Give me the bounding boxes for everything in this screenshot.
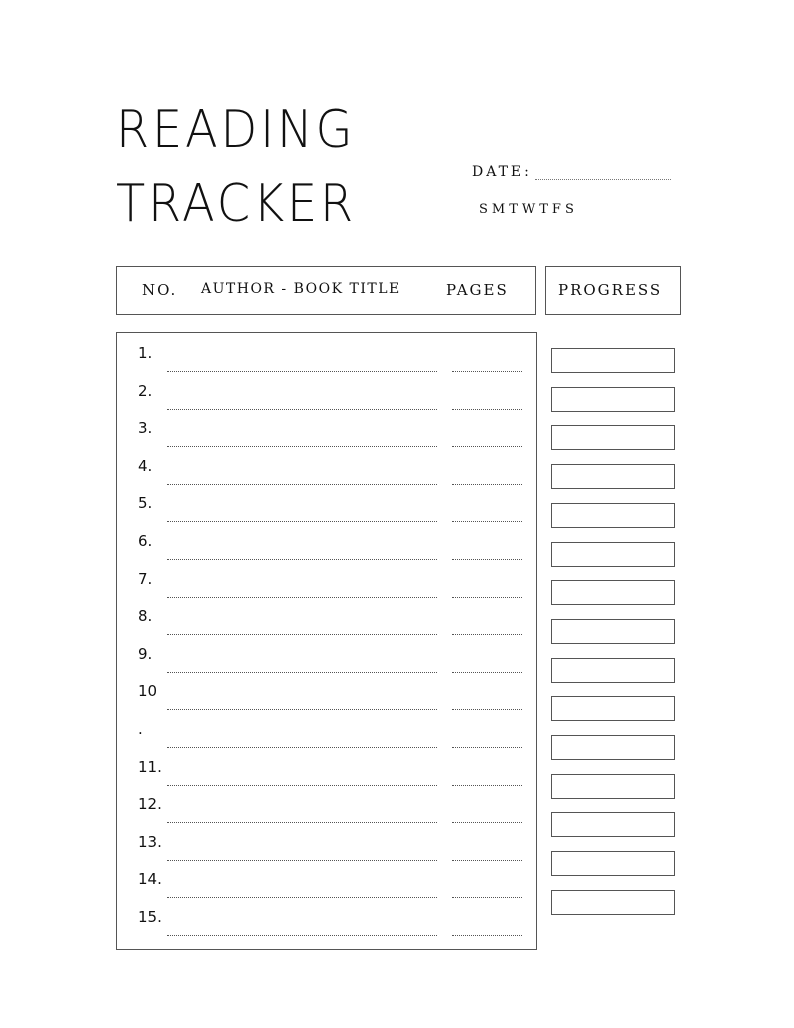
row-number: 12. bbox=[138, 795, 162, 814]
author-title-line[interactable] bbox=[167, 709, 437, 710]
pages-line[interactable] bbox=[452, 409, 522, 410]
progress-cell[interactable] bbox=[551, 658, 675, 683]
author-title-line[interactable] bbox=[167, 597, 437, 598]
row-number: 8. bbox=[138, 607, 153, 626]
author-title-line[interactable] bbox=[167, 860, 437, 861]
pages-line[interactable] bbox=[452, 785, 522, 786]
weekday-letters: SMTWTFS bbox=[479, 202, 578, 217]
reading-list-box bbox=[116, 332, 537, 950]
progress-cell[interactable] bbox=[551, 503, 675, 528]
progress-cell[interactable] bbox=[551, 812, 675, 837]
progress-cell[interactable] bbox=[551, 735, 675, 760]
pages-line[interactable] bbox=[452, 822, 522, 823]
row-number: 15. bbox=[138, 908, 162, 926]
pages-line[interactable] bbox=[452, 709, 522, 710]
author-title-line[interactable] bbox=[167, 371, 437, 372]
progress-cell[interactable] bbox=[551, 425, 675, 450]
row-number: 10 bbox=[138, 682, 158, 701]
row-number: 13. bbox=[138, 832, 162, 851]
header-author-book-title: AUTHOR - BOOK TITLE bbox=[201, 281, 401, 297]
progress-cell[interactable] bbox=[551, 774, 675, 799]
row-number: 1. bbox=[138, 344, 153, 362]
author-title-line[interactable] bbox=[167, 672, 437, 673]
header-number: NO. bbox=[142, 281, 178, 299]
author-title-line[interactable] bbox=[167, 822, 437, 823]
date-field-line[interactable] bbox=[535, 179, 671, 180]
row-number: 3. bbox=[138, 419, 153, 438]
header-pages: PAGES bbox=[446, 281, 509, 299]
author-title-line[interactable] bbox=[167, 785, 437, 786]
row-number: 2. bbox=[138, 381, 153, 400]
pages-line[interactable] bbox=[452, 371, 522, 372]
author-title-line[interactable] bbox=[167, 935, 437, 936]
author-title-line[interactable] bbox=[167, 446, 437, 447]
author-title-line[interactable] bbox=[167, 559, 437, 560]
row-number: 5. bbox=[138, 494, 153, 513]
author-title-line[interactable] bbox=[167, 484, 437, 485]
header-progress: PROGRESS bbox=[558, 281, 663, 299]
row-number: 6. bbox=[138, 532, 153, 550]
progress-cell[interactable] bbox=[551, 387, 675, 412]
pages-line[interactable] bbox=[452, 559, 522, 560]
date-label: DATE: bbox=[472, 164, 532, 180]
progress-cell[interactable] bbox=[551, 890, 675, 915]
row-number: . bbox=[138, 720, 143, 738]
author-title-line[interactable] bbox=[167, 409, 437, 410]
row-number: 4. bbox=[138, 456, 153, 475]
pages-line[interactable] bbox=[452, 446, 522, 447]
pages-line[interactable] bbox=[452, 521, 522, 522]
pages-line[interactable] bbox=[452, 634, 522, 635]
progress-cell[interactable] bbox=[551, 696, 675, 721]
progress-cell[interactable] bbox=[551, 851, 675, 876]
page-title-line-1: READING bbox=[116, 100, 356, 160]
author-title-line[interactable] bbox=[167, 747, 437, 748]
progress-cell[interactable] bbox=[551, 542, 675, 567]
progress-cell[interactable] bbox=[551, 619, 675, 644]
author-title-line[interactable] bbox=[167, 634, 437, 635]
page-title-line-2: TRACKER bbox=[116, 174, 356, 234]
pages-line[interactable] bbox=[452, 860, 522, 861]
pages-line[interactable] bbox=[452, 747, 522, 748]
row-number: 7. bbox=[138, 569, 153, 588]
progress-cell[interactable] bbox=[551, 348, 675, 373]
pages-line[interactable] bbox=[452, 484, 522, 485]
author-title-line[interactable] bbox=[167, 521, 437, 522]
pages-line[interactable] bbox=[452, 597, 522, 598]
row-number: 11. bbox=[138, 757, 162, 776]
row-number: 14. bbox=[138, 870, 162, 889]
pages-line[interactable] bbox=[452, 935, 522, 936]
pages-line[interactable] bbox=[452, 672, 522, 673]
pages-line[interactable] bbox=[452, 897, 522, 898]
progress-cell[interactable] bbox=[551, 580, 675, 605]
row-number: 9. bbox=[138, 644, 153, 663]
progress-cell[interactable] bbox=[551, 464, 675, 489]
author-title-line[interactable] bbox=[167, 897, 437, 898]
